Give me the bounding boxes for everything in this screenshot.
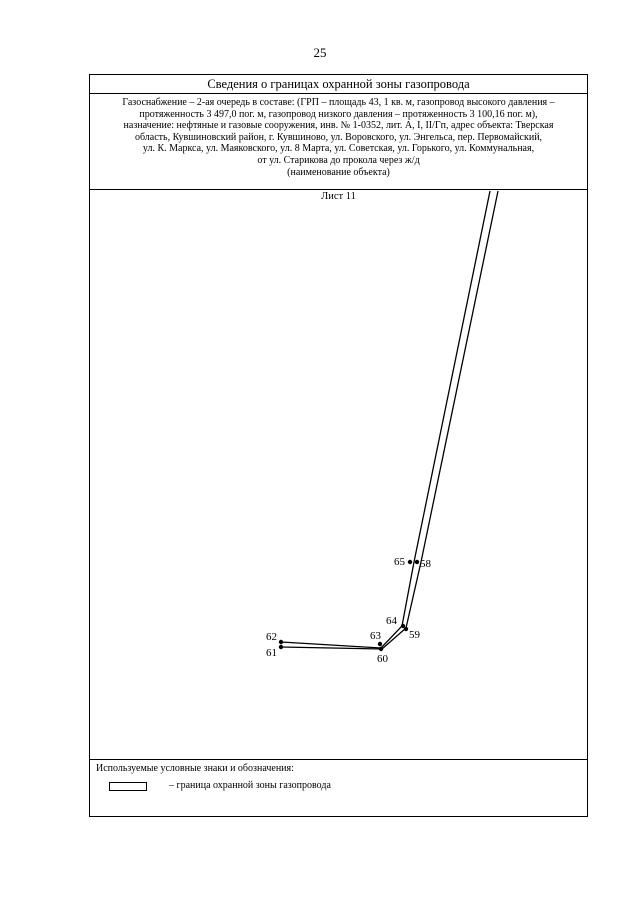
page-number: 25 (313, 45, 327, 60)
document-title: Сведения о границах охранной зоны газопровода (90, 75, 587, 94)
vertex-marker (379, 647, 383, 651)
vertex-marker (404, 627, 408, 631)
description-line: от ул. Старикова до прокола через ж/д (257, 154, 420, 166)
legend-swatch-icon (109, 782, 147, 791)
point-label-62: 62 (266, 631, 277, 643)
point-label-61: 61 (266, 647, 277, 659)
vertex-marker (415, 560, 419, 564)
point-label-65: 65 (394, 556, 405, 568)
legend-title: Используемые условные знаки и обозначения: (96, 763, 294, 774)
document-frame (89, 74, 588, 817)
vertex-marker (279, 645, 283, 649)
point-label-58: 58 (420, 558, 431, 570)
point-label-60: 60 (377, 653, 388, 665)
description-line: протяженность 3 497,0 пог. м, газопровод низкого давления – протяженность 3 100,16 пог. м), (139, 108, 538, 120)
description-line: назначение: нефтяные и газовые сооружения, инв. № 1-0352, лит. А, I, II/Гп, адрес объекта: Тверская (123, 120, 554, 132)
vertex-marker (279, 640, 283, 644)
legend-item-label: – граница охранной зоны газопровода (169, 780, 331, 791)
vertex-marker (378, 642, 382, 646)
sheet-label: Лист 11 (321, 191, 356, 202)
description-line: Газоснабжение – 2-ая очередь в составе: (ГРП – площадь 43, 1 кв. м, газопровод высокого давления – (122, 97, 555, 108)
legend (90, 759, 587, 818)
protection-zone-map (90, 75, 589, 818)
point-label-59: 59 (409, 629, 420, 641)
point-label-64: 64 (386, 615, 397, 627)
description-line: область, Кувшиновский район, г. Кувшиново, ул. Воровского, ул. Энгельса, пер. Первомайский, (134, 131, 543, 143)
zone-boundary-outer (281, 191, 490, 648)
zone-boundary-inner (281, 191, 498, 649)
description-line: ул. К. Маркса, ул. Маяковского, ул. 8 Марта, ул. Советская, ул. Горького, ул. Коммунальная, (142, 143, 535, 155)
vertex-marker (408, 560, 412, 564)
point-label-63: 63 (370, 630, 381, 642)
description-caption: (наименование объекта) (287, 166, 390, 178)
